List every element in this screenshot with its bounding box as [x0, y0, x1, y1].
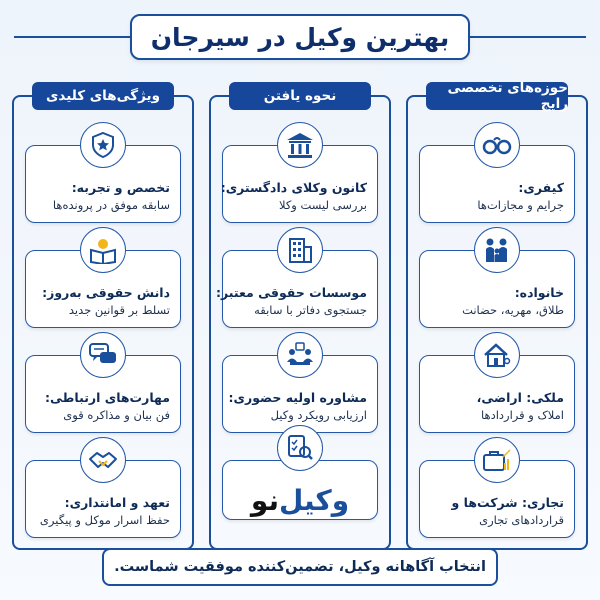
badge-star-icon — [80, 122, 126, 168]
card-title: تخصص و تجربه: — [71, 180, 170, 195]
card-desc: جستجوی دفاتر با سابقه — [254, 303, 367, 317]
card-desc: سابقه موفق در پرونده‌ها — [52, 198, 170, 212]
footer-tagline: انتخاب آگاهانه وکیل، تضمین‌کننده موفقیت شماست. — [102, 548, 498, 586]
card-desc: بررسی لیست وکلا — [278, 198, 367, 212]
column-heading-features: ویژگی‌های کلیدی — [32, 82, 174, 110]
briefcase-chart-icon — [474, 437, 520, 483]
card-title: کیفری: — [518, 180, 564, 195]
column-heading-specialties: حوزه‌های تخصصی رایج — [426, 82, 568, 110]
card-title: مهارت‌های ارتباطی: — [45, 390, 170, 405]
brand-logo-part2: نو — [250, 483, 279, 517]
card-desc: املاک و قراردادها — [481, 408, 564, 422]
meeting-icon — [277, 332, 323, 378]
brand-logo-part1: وکیل — [278, 483, 350, 517]
card-desc: فن بیان و مذاکره قوی — [63, 408, 170, 422]
house-key-icon — [474, 332, 520, 378]
brand-logo — [226, 476, 374, 524]
card-desc: جرایم و مجازات‌ها — [477, 198, 564, 212]
card-desc: قراردادهای تجاری — [479, 513, 564, 527]
courthouse-icon — [277, 122, 323, 168]
chat-bubbles-icon — [80, 332, 126, 378]
title-rule-right — [470, 36, 586, 38]
book-bulb-icon — [80, 227, 126, 273]
card-desc: ارزیابی رویکرد وکیل — [270, 408, 367, 422]
handshake-icon — [80, 437, 126, 483]
card-title: دانش حقوقی به‌روز: — [42, 285, 170, 300]
card-desc: حفظ اسرار موکل و پیگیری — [39, 513, 170, 527]
card-title: تجاری: شرکت‌ها و — [451, 495, 564, 510]
family-icon — [474, 227, 520, 273]
card-title: خانواده: — [514, 285, 564, 300]
card-title: موسسات حقوقی معتبر: — [216, 285, 367, 300]
page-title: بهترین وکیل در سیرجان — [130, 14, 470, 60]
card-desc: طلاق، مهریه، حضانت — [462, 303, 564, 317]
checklist-magnifier-icon — [277, 425, 323, 471]
handcuffs-icon — [474, 122, 520, 168]
card-title: کانون وکلای دادگستری: — [220, 180, 367, 195]
card-title: مشاوره اولیه حضوری: — [228, 390, 367, 405]
card-title: ملکی: اراضی، — [476, 390, 564, 405]
card-title: تعهد و امانتداری: — [64, 495, 170, 510]
title-rule-left — [14, 36, 130, 38]
card-desc: تسلط بر قوانین جدید — [68, 303, 170, 317]
office-building-icon — [277, 227, 323, 273]
column-heading-how-to-find: نحوه یافتن — [229, 82, 371, 110]
